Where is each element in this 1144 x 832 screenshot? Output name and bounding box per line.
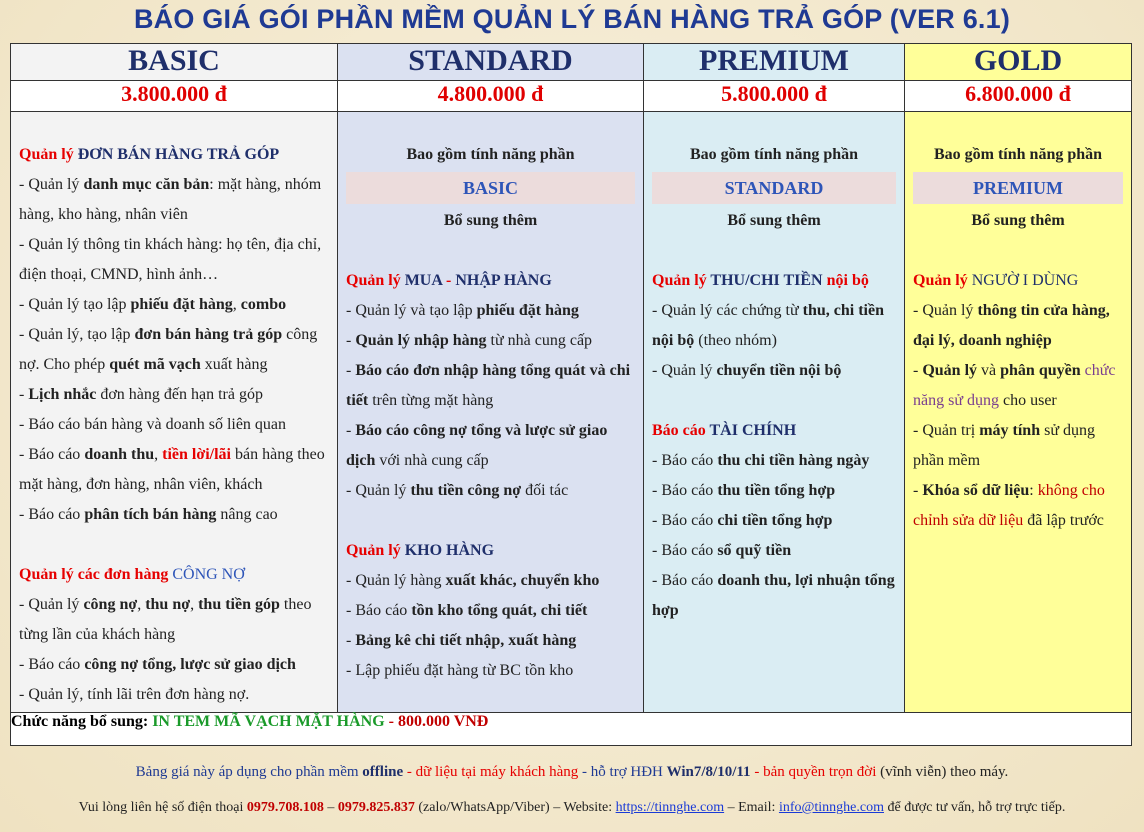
included-plan-badge: PREMIUM bbox=[913, 172, 1123, 204]
section-heading: Quản lý NGƯỜ I DÙNG bbox=[913, 272, 1079, 289]
feature-line: - Quản lý, tạo lập đơn bán hàng trả góp công nợ. Cho phép quét mã vạch xuất hàng bbox=[19, 326, 318, 373]
features-basic bbox=[11, 112, 338, 713]
feature-line: - Quản lý thu tiền công nợ đối tác bbox=[346, 482, 569, 499]
feature-line: - Báo cáo thu chi tiền hàng ngày bbox=[652, 452, 870, 469]
section-heading: Báo cáo TÀI CHÍNH bbox=[652, 422, 797, 439]
feature-line: - Quản lý và phân quyền chức năng sử dụng cho user bbox=[913, 362, 1116, 409]
phone-2: 0979.825.837 bbox=[337, 800, 415, 815]
email-link[interactable]: info@tinnghe.com bbox=[778, 800, 884, 815]
includes-label: Bao gồm tính năng phần bbox=[933, 146, 1103, 163]
feature-line: - Quản lý các chứng từ thu, chi tiền nội bộ (theo nhóm) bbox=[652, 302, 884, 349]
plan-name-premium: PREMIUM bbox=[644, 44, 905, 81]
includes-label: Bao gồm tính năng phần bbox=[689, 146, 859, 163]
feature-line: - Quản lý tạo lập phiếu đặt hàng, combo bbox=[19, 296, 287, 313]
included-plan-badge: BASIC bbox=[346, 172, 635, 204]
section-heading: Quản lý THU/CHI TIỀN nội bộ bbox=[652, 272, 869, 289]
feature-line: - Báo cáo tồn kho tổng quát, chi tiết bbox=[346, 602, 588, 619]
features-standard bbox=[338, 112, 644, 713]
section-heading: Quản lý các đơn hàng CÔNG NỢ bbox=[19, 566, 245, 583]
plan-price-standard: 4.800.000 đ bbox=[338, 81, 644, 112]
plan-price-row bbox=[11, 81, 1132, 112]
feature-line: - Quản lý, tính lãi trên đơn hàng nợ. bbox=[19, 686, 250, 703]
feature-line: - Khóa sổ dữ liệu: không cho chỉnh sửa dữ liệu đã lập trước bbox=[913, 482, 1105, 529]
feature-line: - Báo cáo công nợ tổng, lược sử giao dịch bbox=[19, 656, 296, 673]
plan-price-basic: 3.800.000 đ bbox=[11, 81, 338, 112]
features-gold bbox=[905, 112, 1132, 713]
phone-1: 0979.708.108 bbox=[246, 800, 324, 815]
plan-name-basic: BASIC bbox=[11, 44, 338, 81]
extra-label: Bổ sung thêm bbox=[971, 212, 1065, 229]
feature-line: - Quản lý thông tin cửa hàng, đại lý, doanh nghiệp bbox=[913, 302, 1110, 349]
section-heading: Quản lý ĐƠN BÁN HÀNG TRẢ GÓP bbox=[19, 146, 280, 163]
feature-line: - Báo cáo doanh thu, tiền lời/lãi bán hàng theo mặt hàng, đơn hàng, nhân viên, khách bbox=[19, 446, 325, 493]
feature-line: - Quản lý thông tin khách hàng: họ tên, địa chỉ, điện thoại, CMND, hình ảnh… bbox=[19, 236, 322, 283]
feature-line: - Báo cáo sổ quỹ tiền bbox=[652, 542, 792, 559]
website-link[interactable]: https://tinnghe.com bbox=[615, 800, 725, 815]
included-plan-badge: STANDARD bbox=[652, 172, 896, 204]
extra-label: Bổ sung thêm bbox=[727, 212, 821, 229]
pricing-note: Bảng giá này áp dụng cho phần mềm offline - dữ liệu tại máy khách hàng - hỗ trợ HĐH Win7/8/10/11 - bản quyền trọn đời (vĩnh viễn) theo máy. bbox=[135, 764, 1009, 780]
feature-line: - Báo cáo phân tích bán hàng nâng cao bbox=[19, 506, 278, 523]
feature-line: - Báo cáo đơn nhập hàng tổng quát và chi tiết trên từng mặt hàng bbox=[346, 362, 631, 409]
page-title: BÁO GIÁ GÓI PHẦN MỀM QUẢN LÝ BÁN HÀNG TRẢ GÓP (VER 6.1) bbox=[133, 4, 1011, 34]
feature-line: - Báo cáo thu tiền tổng hợp bbox=[652, 482, 836, 499]
feature-line: - Lập phiếu đặt hàng từ BC tồn kho bbox=[346, 662, 574, 679]
section-heading: Quản lý KHO HÀNG bbox=[346, 542, 495, 559]
feature-line: - Báo cáo bán hàng và doanh số liên quan bbox=[19, 416, 287, 433]
feature-line: - Báo cáo chi tiền tổng hợp bbox=[652, 512, 833, 529]
plan-features-row bbox=[11, 112, 1132, 713]
includes-label: Bao gồm tính năng phần bbox=[406, 146, 575, 163]
contact-note: Vui lòng liên hệ số điện thoại 0979.708.108 – 0979.825.837 (zalo/WhatsApp/Viber) – Website: https://tinnghe.com – Email: info@tinnghe.com để được tư vấn, hỗ trợ trực tiếp. bbox=[78, 800, 1066, 815]
feature-line: - Quản lý nhập hàng từ nhà cung cấp bbox=[346, 332, 593, 349]
feature-line: - Quản lý công nợ, thu nợ, thu tiền góp theo từng lần của khách hàng bbox=[19, 596, 312, 643]
feature-line: - Báo cáo công nợ tổng và lược sử giao dịch với nhà cung cấp bbox=[346, 422, 608, 469]
extra-label: Bổ sung thêm bbox=[443, 212, 538, 229]
feature-line: - Bảng kê chi tiết nhập, xuất hàng bbox=[346, 632, 577, 649]
feature-line: - Quản lý hàng xuất khác, chuyển kho bbox=[346, 572, 600, 589]
feature-line: - Lịch nhắc đơn hàng đến hạn trả góp bbox=[19, 386, 263, 403]
feature-line: - Báo cáo doanh thu, lợi nhuận tổng hợp bbox=[652, 572, 895, 619]
plan-name-row bbox=[11, 44, 1132, 81]
section-heading: Quản lý MUA - NHẬP HÀNG bbox=[346, 272, 552, 289]
addon-row bbox=[11, 713, 1132, 746]
feature-line: - Quản trị máy tính sử dụng phần mềm bbox=[913, 422, 1096, 469]
plan-name-standard: STANDARD bbox=[338, 44, 644, 81]
price-table bbox=[10, 43, 1132, 746]
addon-cell: Chức năng bổ sung: IN TEM MÃ VẠCH MẶT HÀNG - 800.000 VNĐ bbox=[11, 713, 1132, 746]
plan-price-gold: 6.800.000 đ bbox=[905, 81, 1132, 112]
plan-name-gold: GOLD bbox=[905, 44, 1132, 81]
feature-line: - Quản lý chuyển tiền nội bộ bbox=[652, 362, 842, 379]
feature-line: - Quản lý và tạo lập phiếu đặt hàng bbox=[346, 302, 579, 319]
features-premium bbox=[644, 112, 905, 713]
plan-price-premium: 5.800.000 đ bbox=[644, 81, 905, 112]
feature-line: - Quản lý danh mục căn bản: mặt hàng, nhóm hàng, kho hàng, nhân viên bbox=[19, 176, 322, 223]
